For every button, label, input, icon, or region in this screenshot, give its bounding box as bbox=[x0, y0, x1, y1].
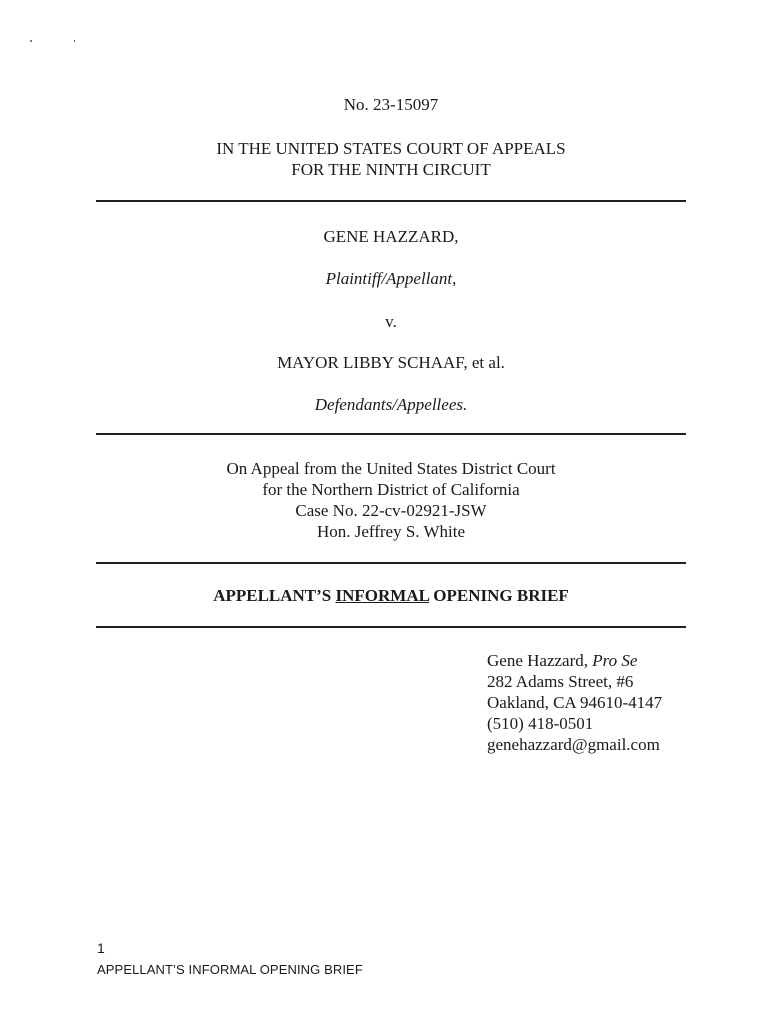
brief-title bbox=[96, 585, 686, 606]
contact-street: 282 Adams Street, #6 bbox=[487, 672, 634, 691]
plaintiff-role: Plaintiff/Appellant, bbox=[325, 269, 457, 288]
court-name-line-2: FOR THE NINTH CIRCUIT bbox=[291, 160, 491, 179]
footer-page-number: 1 bbox=[97, 940, 105, 956]
divider-rule bbox=[96, 626, 686, 628]
contact-block bbox=[487, 650, 747, 755]
scan-speck bbox=[30, 40, 32, 42]
case-number: No. 23-15097 bbox=[343, 95, 439, 114]
contact-name-line bbox=[487, 650, 747, 671]
footer-running-title: APPELLANT’S INFORMAL OPENING BRIEF bbox=[97, 962, 363, 977]
versus: v. bbox=[385, 312, 397, 331]
district-case-number: Case No. 22-cv-02921-JSW bbox=[295, 501, 487, 520]
divider-rule bbox=[96, 562, 686, 564]
scan-speck bbox=[74, 40, 75, 42]
appeal-line-1: On Appeal from the United States District Court bbox=[226, 459, 556, 478]
judge-name: Hon. Jeffrey S. White bbox=[316, 522, 466, 541]
contact-email: genehazzard@gmail.com bbox=[487, 735, 660, 754]
divider-rule bbox=[96, 433, 686, 435]
brief-title-part-1: APPELLANT’S bbox=[213, 586, 336, 605]
brief-title-underlined: INFORMAL bbox=[335, 586, 430, 605]
contact-name: Gene Hazzard, bbox=[487, 651, 593, 670]
plaintiff-name: GENE HAZZARD, bbox=[323, 227, 459, 246]
appeal-line-2: for the Northern District of California bbox=[262, 480, 520, 499]
divider-rule bbox=[96, 200, 686, 202]
contact-city: Oakland, CA 94610-4147 bbox=[487, 693, 663, 712]
defendant-name: MAYOR LIBBY SCHAAF, et al. bbox=[277, 353, 505, 372]
court-name-line-1: IN THE UNITED STATES COURT OF APPEALS bbox=[216, 139, 566, 158]
contact-pro-se: Pro Se bbox=[592, 651, 638, 670]
contact-phone: (510) 418-0501 bbox=[487, 714, 594, 733]
brief-title-part-3: OPENING BRIEF bbox=[429, 586, 569, 605]
defendant-role: Defendants/Appellees. bbox=[314, 395, 468, 414]
